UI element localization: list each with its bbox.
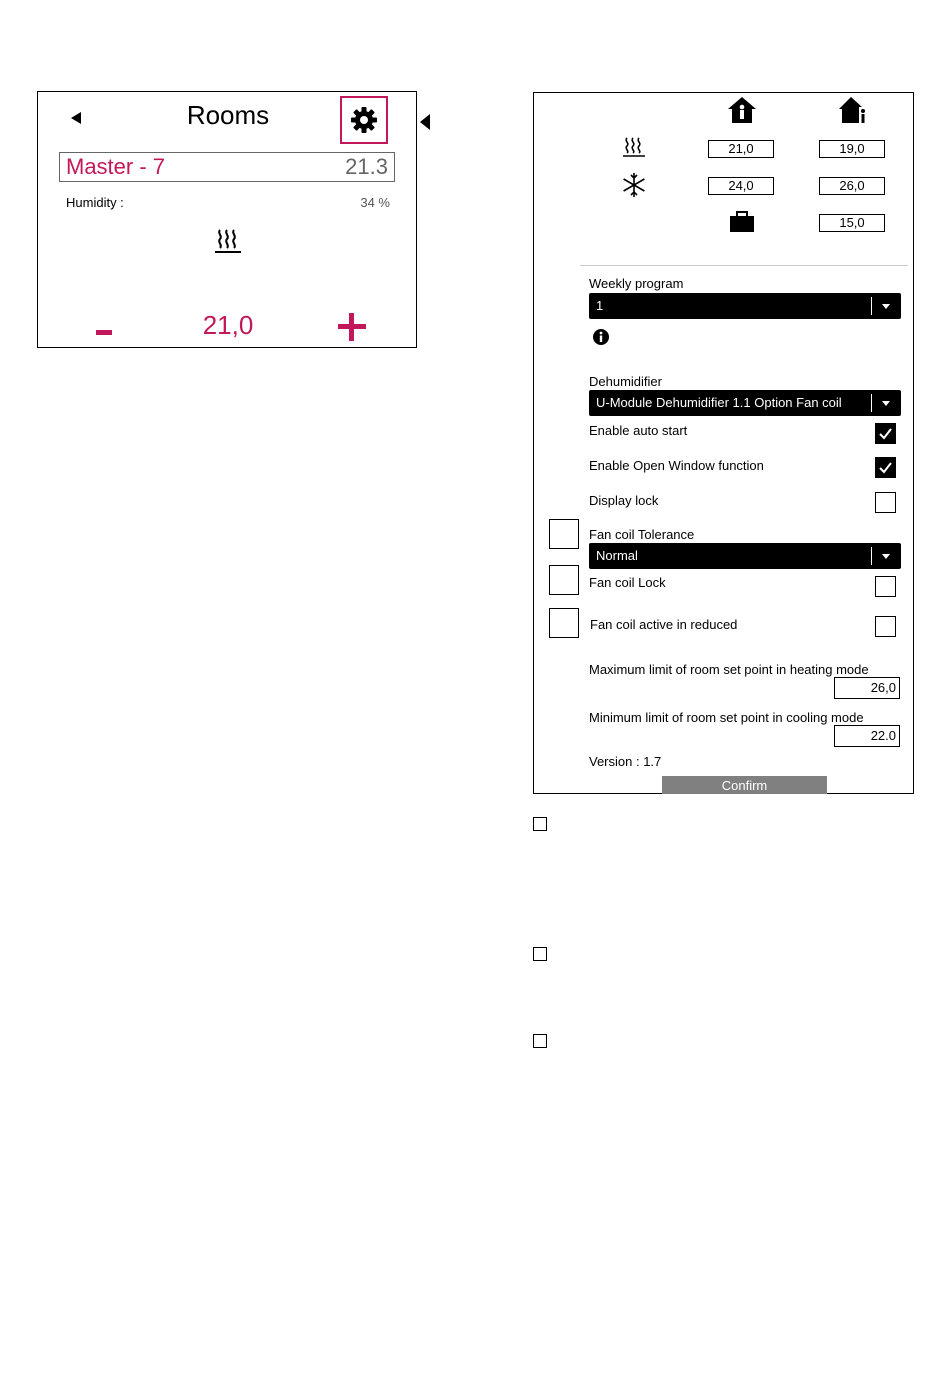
chevron-down-icon — [882, 554, 890, 559]
max-heating-field[interactable]: 26,0 — [834, 677, 900, 699]
min-cooling-field[interactable]: 22.0 — [834, 725, 900, 747]
info-icon[interactable] — [592, 328, 610, 346]
annotation-box — [549, 608, 579, 638]
checkmark-icon — [876, 458, 895, 477]
heating-icon — [622, 136, 646, 158]
heating-icon — [214, 228, 242, 254]
settings-panel — [533, 92, 914, 794]
dehumidifier-label: Dehumidifier — [589, 374, 662, 389]
increase-button[interactable] — [338, 313, 366, 341]
back-arrow-icon[interactable] — [71, 112, 81, 124]
snowflake-icon — [621, 172, 647, 198]
chevron-down-icon — [882, 401, 890, 406]
annotation-checkbox — [533, 1034, 547, 1048]
fan-coil-reduced-label: Fan coil active in reduced — [590, 617, 738, 632]
annotation-box — [549, 519, 579, 549]
reduced-heating-field[interactable]: 19,0 — [819, 140, 885, 158]
fan-coil-tolerance-value: Normal — [596, 548, 638, 563]
reduced-cooling-field[interactable]: 26,0 — [819, 177, 885, 195]
display-lock-label: Display lock — [589, 493, 659, 508]
setpoint-value: 21,0 — [202, 310, 254, 340]
weekly-program-value: 1 — [596, 298, 604, 313]
gear-icon — [349, 105, 379, 135]
fan-coil-tolerance-label: Fan coil Tolerance — [589, 527, 695, 542]
annotation-box — [549, 565, 579, 595]
pointer-arrow-icon — [420, 114, 430, 130]
fan-coil-lock-checkbox[interactable] — [875, 576, 896, 597]
enable-auto-start-checkbox[interactable] — [875, 423, 896, 444]
dehumidifier-value: U-Module Dehumidifier 1.1 Option Fan coil — [596, 395, 842, 410]
weekly-program-label: Weekly program — [589, 276, 684, 291]
comfort-heating-field[interactable]: 21,0 — [708, 140, 774, 158]
fan-coil-lock-label: Fan coil Lock — [589, 575, 666, 590]
enable-auto-start-label: Enable auto start — [589, 423, 688, 438]
confirm-button[interactable]: Confirm — [662, 776, 827, 794]
checkmark-icon — [876, 424, 895, 443]
fan-coil-tolerance-select[interactable] — [589, 543, 901, 569]
divider — [580, 265, 908, 266]
humidity-value: 34 % — [360, 195, 390, 210]
enable-open-window-label: Enable Open Window function — [589, 458, 764, 473]
briefcase-icon — [729, 211, 755, 233]
room-selector[interactable] — [59, 152, 395, 182]
min-cooling-label: Minimum limit of room set point in cooling mode — [589, 710, 864, 725]
dehumidifier-select[interactable] — [589, 390, 901, 416]
decrease-button[interactable] — [96, 330, 112, 335]
house-info-icon — [839, 96, 867, 124]
enable-open-window-checkbox[interactable] — [875, 457, 896, 478]
fan-coil-reduced-checkbox[interactable] — [875, 616, 896, 637]
comfort-cooling-field[interactable]: 24,0 — [708, 177, 774, 195]
room-temperature: 21.3 — [345, 154, 388, 179]
weekly-program-select[interactable] — [589, 293, 901, 319]
max-heating-label: Maximum limit of room set point in heating mode — [589, 662, 869, 677]
annotation-checkbox — [533, 947, 547, 961]
absence-field[interactable]: 15,0 — [819, 214, 885, 232]
chevron-down-icon — [882, 304, 890, 309]
display-lock-checkbox[interactable] — [875, 492, 896, 513]
annotation-checkbox — [533, 817, 547, 831]
house-person-icon — [727, 96, 757, 124]
humidity-label: Humidity : — [66, 195, 124, 210]
page-title: Rooms — [186, 100, 270, 130]
settings-button[interactable] — [340, 96, 388, 144]
room-name: Master - 7 — [66, 154, 166, 179]
rooms-panel — [37, 91, 417, 348]
version-text: Version : 1.7 — [589, 754, 662, 769]
